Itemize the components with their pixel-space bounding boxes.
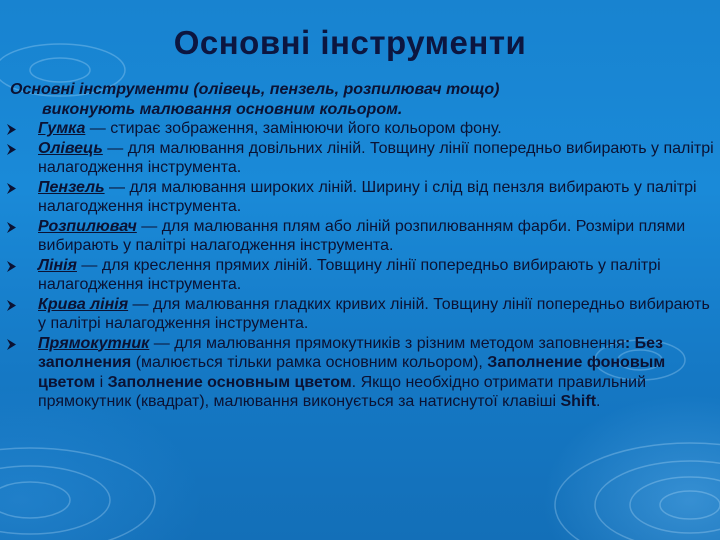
list-item-brush: [6, 178, 714, 217]
arrow-bullet-icon: [6, 124, 17, 135]
item-text-end: .: [596, 393, 601, 410]
list-item-eraser: [6, 119, 714, 139]
arrow-bullet-icon: [6, 183, 17, 194]
item-term: Пензель: [38, 178, 105, 196]
list-item-line: [6, 256, 714, 295]
tools-list: [6, 119, 714, 412]
item-text-part: і: [95, 373, 108, 391]
item-term: Прямокутник: [38, 334, 150, 352]
arrow-bullet-icon: [6, 300, 17, 311]
list-item-pencil: [6, 139, 714, 178]
fill-option-none: Без заполнения: [38, 334, 663, 371]
item-text: — для малювання прямокутників з різним методом заповнення: [149, 334, 625, 352]
item-text: — для малювання гладких кривих ліній. Товщину лінії попередньо вибирають у палітрі налагодження інструмента.: [38, 295, 710, 332]
fill-option-background: Заполнение фоновым цветом: [38, 354, 666, 391]
arrow-bullet-icon: [6, 144, 17, 155]
intro-line-2: виконують малювання основним кольором.: [42, 100, 403, 118]
intro-paragraph: [6, 80, 714, 119]
item-term: Розпилювач: [38, 217, 137, 235]
intro-line-1: Основні інструменти (олівець, пензель, розпилювач тощо): [10, 81, 500, 98]
item-text: — для малювання плям або ліній розпилюванням фарби. Розміри плями вибирають у палітрі налагодження інструмента.: [38, 217, 686, 254]
arrow-bullet-icon: [6, 339, 17, 350]
item-term: Гумка: [38, 120, 86, 137]
item-text: — для малювання довільних ліній. Товщину лінії попередньо вибирають у палітрі налагодження інструмента.: [38, 139, 714, 176]
item-text: — для малювання широких ліній. Ширину і слід від пензля вибирають у палітрі налагодження інструмента.: [38, 178, 697, 215]
item-text: — стирає зображення, замінюючи його кольором фону.: [85, 120, 502, 137]
shift-key-label: Shift: [560, 393, 597, 410]
list-item-airbrush: [6, 217, 714, 256]
item-text: — для креслення прямих ліній. Товщину лінії попередньо вибирають у палітрі налагодження інструмента.: [38, 256, 661, 293]
list-item-curve: [6, 295, 714, 334]
item-colon: :: [624, 334, 635, 352]
arrow-bullet-icon: [6, 261, 17, 272]
arrow-bullet-icon: [6, 222, 17, 233]
list-item-rectangle: [6, 334, 714, 412]
item-text-part: (малюється тільки рамка основним кольором),: [131, 354, 488, 371]
item-term: Лінія: [38, 256, 77, 274]
item-term: Крива лінія: [38, 295, 129, 313]
slide-content: [6, 80, 714, 412]
slide-title: Основні інструменти: [173, 24, 527, 61]
fill-option-foreground: Заполнение основным цветом: [107, 373, 352, 391]
item-text-part: . Якщо необхідно отримати правильний прямокутник (квадрат), малювання виконується за натиснутої клавіші: [38, 373, 647, 410]
item-term: Олівець: [38, 139, 103, 157]
